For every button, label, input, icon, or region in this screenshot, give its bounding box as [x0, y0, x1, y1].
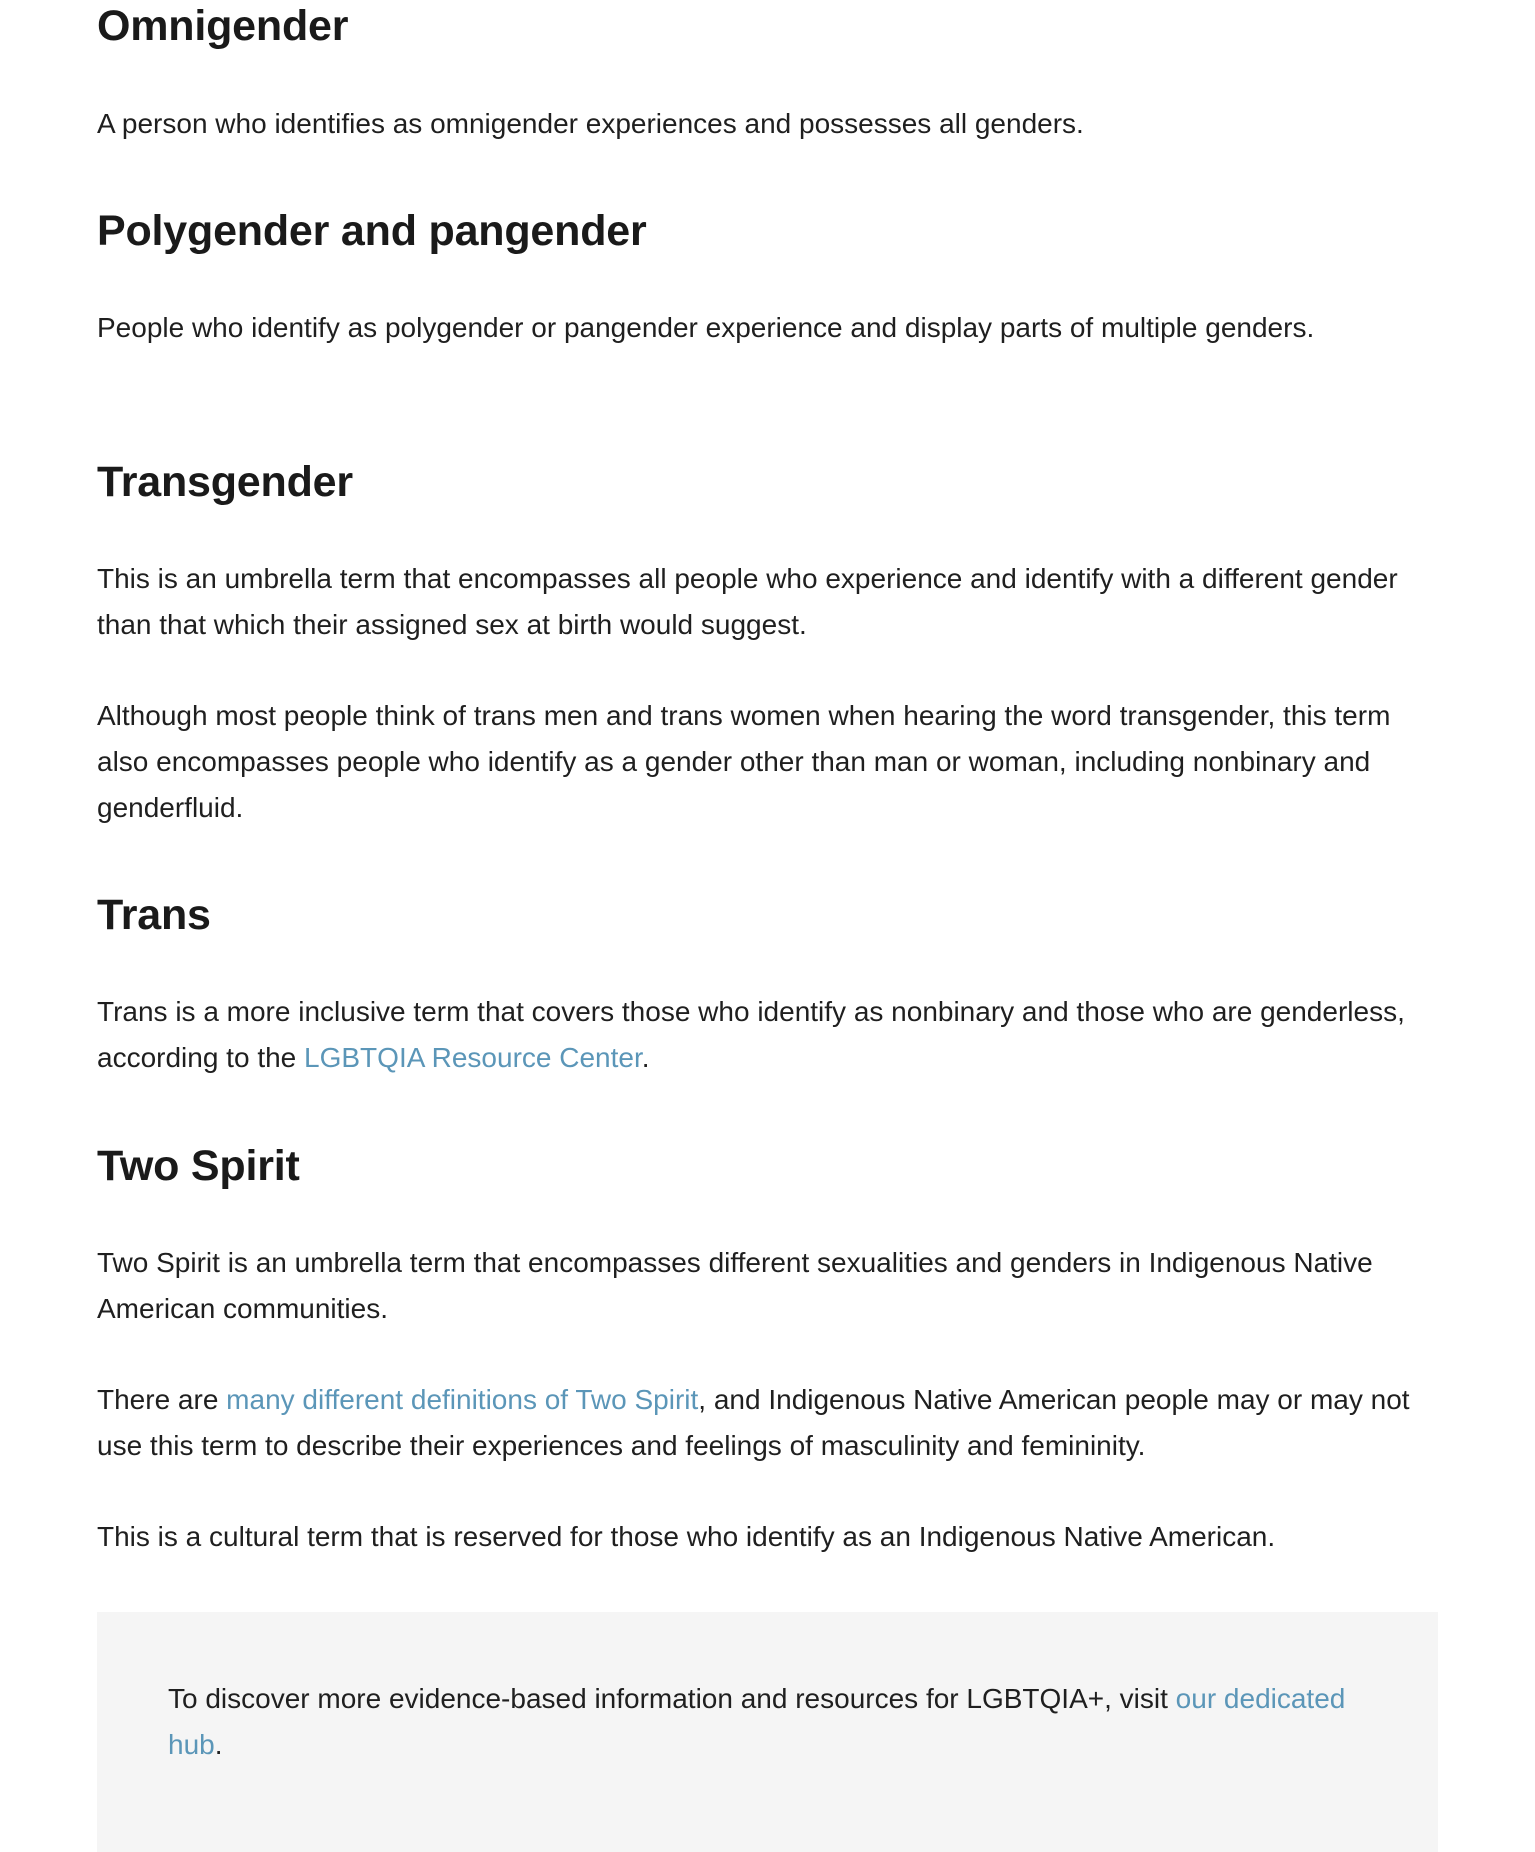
paragraph: This is a cultural term that is reserved for those who identify as an Indigenous Native American. [97, 1521, 1276, 1552]
callout-text [168, 1676, 1368, 1768]
paragraph: People who identify as polygender or pangender experience and display parts of multiple genders. [97, 312, 1315, 343]
section-trans [97, 889, 1442, 1081]
paragraph [97, 1377, 1442, 1469]
callout-box [97, 1612, 1438, 1852]
callout-text-after: . [214, 1729, 223, 1760]
paragraph: Although most people think of trans men and trans women when hearing the word transgender, this term also encompasses people who identify as a gender other than man or woman, including nonbinary and genderfluid. [97, 700, 1391, 823]
paragraph: A person who identifies as omnigender experiences and possesses all genders. [97, 108, 1084, 139]
paragraph: Two Spirit is an umbrella term that encompasses different sexualities and genders in Indigenous Native American communities. [97, 1247, 1373, 1324]
paragraph [97, 989, 1442, 1081]
dedicated-hub-link[interactable]: our dedicated hub [168, 1683, 1346, 1760]
heading-transgender: Transgender [97, 458, 353, 506]
heading-two-spirit: Two Spirit [97, 1142, 300, 1190]
heading-trans: Trans [97, 891, 211, 939]
two-spirit-definitions-link[interactable]: many different definitions of Two Spirit [226, 1384, 699, 1415]
heading-polygender: Polygender and pangender [97, 207, 647, 255]
section-two-spirit [97, 1140, 1442, 1560]
lgbtqia-resource-center-link[interactable]: LGBTQIA Resource Center [304, 1042, 642, 1073]
paragraph-text: . [641, 1042, 650, 1073]
paragraph-text: Trans is a more inclusive term that covers those who identify as nonbinary and those who are genderless, according to the [97, 996, 1405, 1073]
section-omnigender [97, 0, 1442, 147]
paragraph: This is an umbrella term that encompasses all people who experience and identify with a different gender than that which their assigned sex at birth would suggest. [97, 563, 1398, 640]
paragraph-text: , and Indigenous Native American people may or may not use this term to describe their experiences and feelings of masculinity and femininity. [97, 1384, 1410, 1461]
heading-omnigender: Omnigender [97, 2, 349, 50]
section-polygender [97, 205, 1442, 351]
paragraph-text: There are [97, 1384, 227, 1415]
section-transgender [97, 456, 1442, 831]
callout-text-before: To discover more evidence-based information and resources for LGBTQIA+, visit [168, 1683, 1176, 1714]
